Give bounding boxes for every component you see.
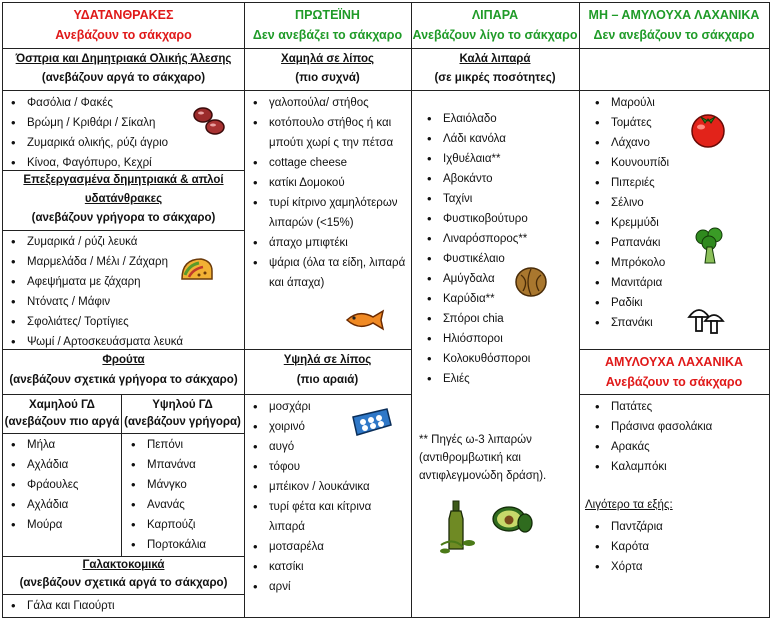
list-item: • Καρπούζι — [127, 515, 242, 535]
list-item: • Παντζάρια — [591, 517, 761, 537]
list-item: • μοτσαρέλα — [249, 537, 407, 557]
starchy-veg-subtitle: Ανεβάζουν το σάκχαρο — [605, 375, 743, 389]
row-divider — [3, 433, 244, 434]
list-item: • τόφου — [249, 457, 407, 477]
nonstarchy-veg-subtitle: Δεν ανεβάζουν το σάκχαρο — [593, 28, 755, 42]
list-item: • Καρύδια** — [423, 289, 573, 309]
list-item: • Γάλα και Γιαούρτι — [7, 596, 237, 616]
list-item: • Σφολιάτες/ Τορτίγιες — [7, 312, 243, 332]
refined-list — [7, 232, 243, 352]
list-item: • Σπόροι chia — [423, 309, 573, 329]
carbs-subtitle: Ανεβάζουν το σάκχαρο — [55, 28, 192, 42]
high-gi-heading: Υψηλού ΓΔ — [152, 399, 213, 411]
list-item: • Λάχανο — [591, 133, 761, 153]
list-item: • Κίνοα, Φαγόπυρο, Κεχρί — [7, 153, 187, 173]
list-item: • Κρεμμύδι — [591, 213, 761, 233]
list-item: • Κολοκυθόσποροι — [423, 349, 573, 369]
list-item: • Λιναρόσπορος** — [423, 229, 573, 249]
list-item: • Λάδι κανόλα — [423, 129, 573, 149]
list-item: • Κουνουπίδι — [591, 153, 761, 173]
refined-heading-1: Επεξεργασμένα δημητριακά & απλοί — [23, 174, 224, 186]
refined-note: (ανεβάζουν γρήγορα το σάκχαρο) — [31, 212, 216, 224]
list-item: • Ψωμί / Αρτοσκευάσματα λευκά — [7, 332, 243, 352]
list-item: • αρνί — [249, 577, 407, 597]
list-item: • Ηλιόσποροι — [423, 329, 573, 349]
omega3-footnote — [419, 431, 577, 485]
fruits-note: (ανεβάζουν σχετικά γρήγορα το σάκχαρο) — [9, 374, 238, 386]
header-divider — [3, 48, 769, 49]
row-divider — [244, 90, 411, 91]
list-item: • Βρώμη / Κριθάρι / Σίκαλη — [7, 113, 187, 133]
kidney-beans-icon — [189, 103, 229, 139]
col-divider — [579, 3, 580, 617]
dairy-note: (ανεβάζουν σχετικά αργά το σάκχαρο) — [19, 577, 228, 589]
nonstarchy-veg-title: ΜΗ – ΑΜΥΛΟΥΧΑ ΛΑΧΑΝΙΚΑ — [588, 8, 760, 22]
starchy-veg-list — [591, 397, 761, 477]
list-item: • Πράσινα φασολάκια — [591, 417, 761, 437]
highfat-protein-note: (πιο αραιά) — [296, 374, 359, 386]
list-item: • γαλοπούλα/ στήθος — [249, 93, 407, 113]
footnote-line: αντιφλεγμονώδη δράση). — [419, 470, 547, 482]
list-item: • Μούρα — [7, 515, 117, 535]
list-item: • Μάνγκο — [127, 475, 242, 495]
list-item: • Ραπανάκι — [591, 233, 761, 253]
list-item: • Αβοκάντο — [423, 169, 573, 189]
less-often-list — [591, 517, 761, 577]
good-fats-heading: Καλά λιπαρά — [459, 53, 531, 65]
list-item: • Μήλα — [7, 435, 117, 455]
list-item: • Καρότα — [591, 537, 761, 557]
list-item: • Φασόλια / Φακές — [7, 93, 187, 113]
fruits-heading: Φρούτα — [102, 354, 145, 366]
list-item: • Μανιτάρια — [591, 273, 761, 293]
highfat-protein-heading: Υψηλά σε λίπος — [283, 354, 372, 366]
low-gi-heading: Χαμηλού ΓΔ — [29, 399, 95, 411]
list-item: • Καλαμπόκι — [591, 457, 761, 477]
low-gi-list — [7, 435, 117, 535]
list-item: • μπέικον / λουκάνικα — [249, 477, 407, 497]
list-item: • άπαχο μπιφτέκι — [249, 233, 407, 253]
high-gi-note: (ανεβάζουν γρήγορα) — [124, 416, 241, 428]
col-divider — [411, 3, 412, 617]
list-item: • Πορτοκάλια — [127, 535, 242, 555]
fats-title: ΛΙΠΑΡΑ — [471, 8, 519, 22]
high-gi-list — [127, 435, 242, 555]
list-item: • χοιρινό — [249, 417, 407, 437]
list-item: • μοσχάρι — [249, 397, 407, 417]
row-divider — [411, 90, 579, 91]
list-item: • τυρί κίτρινο χαμηλότερων λιπαρών (<15%) — [249, 193, 407, 233]
row-divider — [579, 394, 769, 395]
list-item: • κατσίκι — [249, 557, 407, 577]
list-item: • Αχλάδια — [7, 455, 117, 475]
fish-icon — [343, 307, 387, 333]
starchy-veg-title: ΑΜΥΛΟΥΧΑ ΛΑΧΑΝΙΚΑ — [604, 355, 743, 369]
protein-subtitle: Δεν ανεβάζει το σάκχαρο — [252, 28, 403, 42]
refined-heading-2: υδατάνθρακες — [84, 193, 163, 205]
walnut-icon — [513, 265, 549, 299]
less-often-heading: Λιγότερο τα εξής: — [585, 499, 673, 511]
row-divider — [579, 349, 769, 350]
egg-carton-icon — [351, 407, 393, 439]
list-item: • Ελαιόλαδο — [423, 109, 573, 129]
row-divider — [579, 90, 769, 91]
dairy-list — [7, 596, 237, 616]
good-fats-note: (σε μικρές ποσότητες) — [434, 72, 556, 84]
list-item: • Μπρόκολο — [591, 253, 761, 273]
low-gi-note: (ανεβάζουν πιο αργά — [4, 416, 120, 428]
list-item: • Πατάτες — [591, 397, 761, 417]
list-item: • κατίκι Δομοκού — [249, 173, 407, 193]
nonstarchy-veg-list — [591, 93, 761, 333]
wholegrain-note: (ανεβάζουν αργά το σάκχαρο) — [41, 72, 206, 84]
food-table — [2, 2, 770, 618]
list-item: • Φυστικέλαιο — [423, 249, 573, 269]
list-item: • Μαρμελάδα / Μέλι / Ζάχαρη — [7, 252, 243, 272]
wholegrain-heading: Όσπρια και Δημητριακά Ολικής Άλεσης — [15, 53, 232, 65]
list-item: • αυγό — [249, 437, 407, 457]
list-item: • Πεπόνι — [127, 435, 242, 455]
footnote-line: (αντιθρομβωτική και — [419, 452, 521, 464]
dairy-heading: Γαλακτοκομικά — [82, 559, 165, 571]
list-item: • cottage cheese — [249, 153, 407, 173]
taco-icon — [179, 255, 215, 283]
good-fats-list — [423, 109, 573, 389]
list-item: • τυρί φέτα και κίτρινα λιπαρά — [249, 497, 407, 537]
list-item: • Ιχθυέλαια** — [423, 149, 573, 169]
footnote-line: ** Πηγές ω-3 λιπαρών — [419, 434, 532, 446]
lowfat-protein-heading: Χαμηλά σε λίπος — [281, 53, 374, 65]
list-item: • Ζυμαρικά / ρύζι λευκά — [7, 232, 243, 252]
list-item: • Αμύγδαλα — [423, 269, 573, 289]
list-item: • Τομάτες — [591, 113, 761, 133]
list-item: • Ταχίνι — [423, 189, 573, 209]
col-divider — [244, 3, 245, 617]
list-item: • Πιπεριές — [591, 173, 761, 193]
list-item: • Ραδίκι — [591, 293, 761, 313]
row-divider — [244, 394, 411, 395]
list-item: • Σπανάκι — [591, 313, 761, 333]
list-item: • Ζυμαρικά ολικής, ρύζι άγριο — [7, 133, 187, 153]
list-item: • ψάρια (όλα τα είδη, λιπαρά και άπαχα) — [249, 253, 407, 293]
list-item: • Ανανάς — [127, 495, 242, 515]
list-item: • Φυστικοβούτυρο — [423, 209, 573, 229]
fats-subtitle: Ανεβάζουν λίγο το σάκχαρο — [412, 28, 578, 42]
list-item: • Σέλινο — [591, 193, 761, 213]
lowfat-protein-note: (πιο συχνά) — [295, 72, 360, 84]
list-item: • κοτόπουλο στήθος ή και μπούτι χωρί ς την πέτσα — [249, 113, 407, 153]
list-item: • Ντόνατς / Μάφιν — [7, 292, 243, 312]
avocado-icon — [491, 503, 535, 535]
lowfat-protein-list — [249, 93, 407, 293]
list-item: • Χόρτα — [591, 557, 761, 577]
list-item: • Αφεψήματα με ζάχαρη — [7, 272, 243, 292]
row-divider — [244, 349, 411, 350]
list-item: • Φράουλες — [7, 475, 117, 495]
list-item: • Ελιές — [423, 369, 573, 389]
list-item: • Αχλάδια — [7, 495, 117, 515]
list-item: • Μπανάνα — [127, 455, 242, 475]
mushroom-icon — [687, 303, 725, 337]
row-divider — [3, 394, 244, 395]
tomato-icon — [687, 107, 729, 149]
olive-oil-icon — [439, 497, 479, 555]
row-divider — [3, 90, 244, 91]
protein-title: ΠΡΩΤΕΪΝΗ — [295, 8, 360, 22]
list-item: • Αρακάς — [591, 437, 761, 457]
list-item: • Μαρούλι — [591, 93, 761, 113]
wholegrain-list — [7, 93, 187, 173]
broccoli-icon — [693, 225, 727, 265]
carbs-title: ΥΔΑΤΑΝΘΡΑΚΕΣ — [73, 8, 174, 22]
row-divider — [3, 556, 244, 557]
row-divider — [3, 594, 244, 595]
row-divider — [3, 230, 244, 231]
